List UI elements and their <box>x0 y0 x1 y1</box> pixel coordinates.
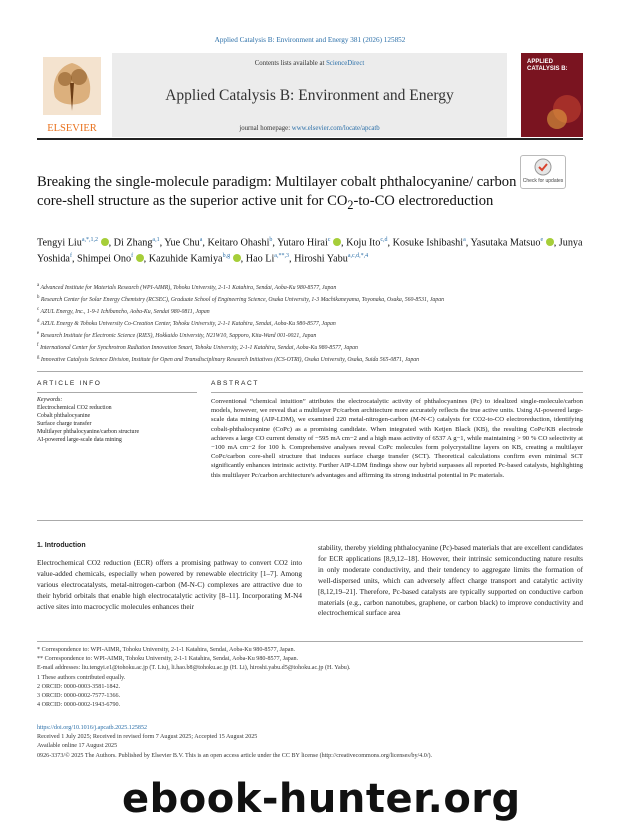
orcid-icon[interactable] <box>101 238 109 246</box>
introduction-heading: 1. Introduction <box>37 542 86 549</box>
header-rule <box>37 138 583 140</box>
citation-line[interactable]: Applied Catalysis B: Environment and Energy 381 (2026) 125852 <box>214 36 406 44</box>
body-rule <box>37 520 583 521</box>
homepage-line: journal homepage: www.elsevier.com/locate/apcatb <box>239 125 380 132</box>
affiliation-item: $^b$ Research Center for Solar Energy Chemistry (RCSEC), Graduate School of Engineering Science, Osaka University, 1-3 Machikaneyama, Toyonaka, Osaka, 560-8531, Japan <box>37 295 445 303</box>
journal-title: Applied Catalysis B: Environment and Energy <box>165 87 454 104</box>
author-name: , Yutaro Hirai <box>272 237 328 249</box>
cover-title: APPLIED CATALYSIS B: <box>527 59 568 72</box>
author-name: , Kazuhide Kamiya <box>143 253 223 265</box>
orcid-icon[interactable] <box>546 238 554 246</box>
footnote-item: 4 ORCID: 0000-0002-1943-6790. <box>37 702 121 709</box>
keyword-item: Cobalt phthalocyanine <box>37 413 91 419</box>
contents-line: Contents lists available at ScienceDirect <box>254 60 365 67</box>
author-name: , Di Zhang <box>108 237 153 249</box>
footnote-rule <box>37 641 583 642</box>
abstract-rule <box>211 392 583 393</box>
sciencedirect-link[interactable]: ScienceDirect <box>326 60 365 67</box>
author-name: , Hao Li <box>240 253 275 265</box>
keyword-item: Multilayer phthalocyanine/carbon structure <box>37 429 140 435</box>
author-list: Tengyi Liu$^{a,*,1,2}$ , Di Zhang$^{a,1}$, Yue Chu$^a$, Keitaro Ohashi$^b$, Yutaro Hirai$^c$ , Koju Ito$^{c,d}$, Kosuke Ishibashi$^a$, Yasutaka Matsuo$^e$ , Junya Yoshida$^f$, Shimpei Ono$^f$ , Kazuhide Kamiya$^{b,g}$ , Hao $Li^{a,**,3}$, Hiroshi Yabu$^{a,c,d,*,4}$ <box>37 237 583 265</box>
body-column-right: stability, thereby yielding phthalocyanine (Pc)-based materials that are excellent candidates for ECR applications [8,9,12–18]. However, their intrinsic semiconducting nature results in only moderate conductivity, and their tendency to aggregate limits the formation of well-dispersed units, which can adversely affect charge transport and catalytic activity [8,12,19–21]. Therefore, Pc-based catalysts are typically supported on conductive carbon materials (e.g., carbon nanotubes, graphene, or carbon black) to improve conductivity and electrochemical surface area <box>318 544 583 618</box>
license-line: 0926-3373/© 2025 The Authors. Published by Elsevier B.V. This is an open access article under the CC BY license (http://creativecommons.org/licenses/by/4.0/). <box>37 752 433 759</box>
author-name: , Yasutaka Matsuo <box>465 237 541 249</box>
section-rule <box>37 371 583 372</box>
footnotes <box>37 646 583 710</box>
body-column-left: Electrochemical CO2 reduction (ECR) offers a promising pathway to convert CO2 into value-added chemicals, especially when powered by renewable electricity [1–7]. Among various electrocatalysts, metal-nitrogen-carbon (M-N-C) complexes are attractive due to their hybrid orbitals that enable high electrocatalytic activity [8–11]. Incorporating M-N4 active sites into macrocyclic molecules enhances their <box>37 559 302 611</box>
abstract-text: Conventional “chemical intuition” attributes the electrocatalytic activity of phthalocyanines (Pc) to idealized single-molecule/carbon models, however, we reveal that a multilayer Pc/carbon architecture more accurately reflects the true active units. Using AI-powered large-scale data mining (AIP-LDM), we examined 220 metal-nitrogen-carbon (M-N-C) catalysts for CO2-to-CO electroreduction, identifying cobalt-phthalocyanine (CoPc) as a promising candidate. When integrated with Ketjen Black (KB), the resulting CoPc/KB electrode achieves a large CO current density of −595 mA cm−2 and a high mass activity of 6537 A g−1, while maintaining > 90 % CO selectivity at −100 mA cm−2 for 100 h. Comprehensive analyses reveal CoPc molecules form polycrystalline layers on KB, creating a multilayer CoPc/carbon core-shell structure that induces surface charge transfer (SCT). Theoretical calculations confirm even minimal SCT significantly enhances intrinsic activity. Further AIP-LDM findings show our hybrid surpasses all reported Pc-based catalysts, highlighting this multilayer Pc/carbon architecture's advantages and affirming its strong industrial potential in Pc materials. <box>211 398 583 479</box>
affiliation-item: $^a$ Advanced Institute for Materials Research (WPI-AIMR), Tohoku University, 2-1-1 Katahira, Sendai, Aoba-Ku 980-8577, Japan <box>37 283 337 291</box>
author-name: , Hiroshi Yabu <box>288 253 348 265</box>
affiliation-list <box>37 281 583 365</box>
keywords-block <box>37 396 197 444</box>
footnote-item: 3 ORCID: 0000-0002-7577-1366. <box>37 693 121 700</box>
elsevier-logo <box>37 53 107 137</box>
publisher-name: ELSEVIER <box>47 123 97 134</box>
author-name: , Kosuke Ishibashi <box>387 237 464 249</box>
available-online: Available online 17 August 2025 <box>37 743 118 750</box>
affiliation-item: $^d$ AZUL Energy & Tohoku University Co-Creation Center, Tohoku University, 2-1-1 Katahira, Sendai, Aoba-Ku 980-8577, Japan <box>37 319 336 327</box>
author-name: , Koju Ito <box>341 237 381 249</box>
affiliation-item: $^e$ Research Institute for Electronic Science (RIES), Hokkaido University, N21W10, Sapporo, Kita-Ward 001-0021, Japan <box>37 331 317 339</box>
orcid-icon[interactable] <box>136 254 144 262</box>
cover-art-icon <box>521 53 583 137</box>
article-title: Breaking the single-molecule paradigm: Multilayer cobalt phthalocyanine/ carbon core-shell structure as the superior active unit for $CO_2-to-CO$ electroreduction <box>37 174 517 212</box>
keyword-item: Electrochemical CO2 reduction <box>37 405 112 411</box>
author-name: , Junya Yoshida <box>37 237 583 265</box>
author-name: , Shimpei Ono <box>71 253 132 265</box>
footnote-item: 2 ORCID: 0000-0003-3581-1842. <box>37 683 121 690</box>
journal-masthead <box>112 53 507 137</box>
homepage-link[interactable]: www.elsevier.com/locate/apcatb <box>291 125 380 132</box>
abstract-heading: ABSTRACT <box>211 380 259 387</box>
orcid-icon[interactable] <box>333 238 341 246</box>
author-name: Tengyi Liu <box>37 237 82 249</box>
footnote-item: * Correspondence to: WPI-AIMR, Tohoku University, 2-1-1 Katahira, Sendai, Aoba-Ku 980-8577, Japan. <box>37 647 296 653</box>
footnote-item: E-mail addresses: liu.tengyi.e1@tohoku.ac.jp (T. Liu), li.hao.b8@tohoku.ac.jp (H. Li), hiroshi.yabu.d5@tohoku.ac.jp (H. Yabu). <box>37 665 351 672</box>
keyword-item: AI-powered large-scale data mining <box>37 437 122 443</box>
publication-info <box>37 724 583 761</box>
check-updates-icon <box>534 158 552 176</box>
received-dates: Received 1 July 2025; Received in revised form 7 August 2025; Accepted 15 August 2025 <box>37 734 258 741</box>
footnote-item: 1 These authors contributed equally. <box>37 674 126 681</box>
author-name: , Keitaro Ohashi <box>202 237 270 249</box>
orcid-icon[interactable] <box>233 254 241 262</box>
keywords-label: Keywords: <box>37 397 63 403</box>
affiliation-item: $^f$ International Center for Synchrotron Radiation Innovation Smart, Tohoku University, 2-1-1 Katahira, Sendai, Aoba-Ku 980-8577, Japan <box>37 343 358 351</box>
check-updates-label: Check for updates <box>522 178 564 184</box>
watermark: ebook-hunter.org <box>122 776 521 822</box>
keyword-item: Surface charge transfer <box>37 421 92 427</box>
doi-link[interactable]: https://doi.org/10.1016/j.apcatb.2025.125852 <box>37 725 148 731</box>
journal-cover-thumbnail[interactable] <box>521 53 583 137</box>
journal-banner <box>37 53 583 137</box>
article-info-heading: ARTICLE INFO <box>37 380 102 387</box>
affiliation-item: $^g$ Innovative Catalysis Science Division, Institute for Open and Transdisciplinary Research Initiatives (ICS-OTRI), Osaka University, Osaka, Suida 565-0871, Japan <box>37 355 420 364</box>
author-name: , Yue Chu <box>159 237 200 249</box>
affiliation-item: $^c$ AZUL Energy, Inc., 1-9-1 Ichibancho, Aoba-Ku, Sendai 980-0811, Japan <box>37 307 210 315</box>
article-info-rule <box>37 392 197 393</box>
footnote-item: ** Correspondence to: WPI-AIMR, Tohoku University, 2-1-1 Katahira, Sendai, Aoba-Ku 980-8577, Japan. <box>37 656 299 663</box>
check-for-updates-button[interactable] <box>520 155 566 189</box>
